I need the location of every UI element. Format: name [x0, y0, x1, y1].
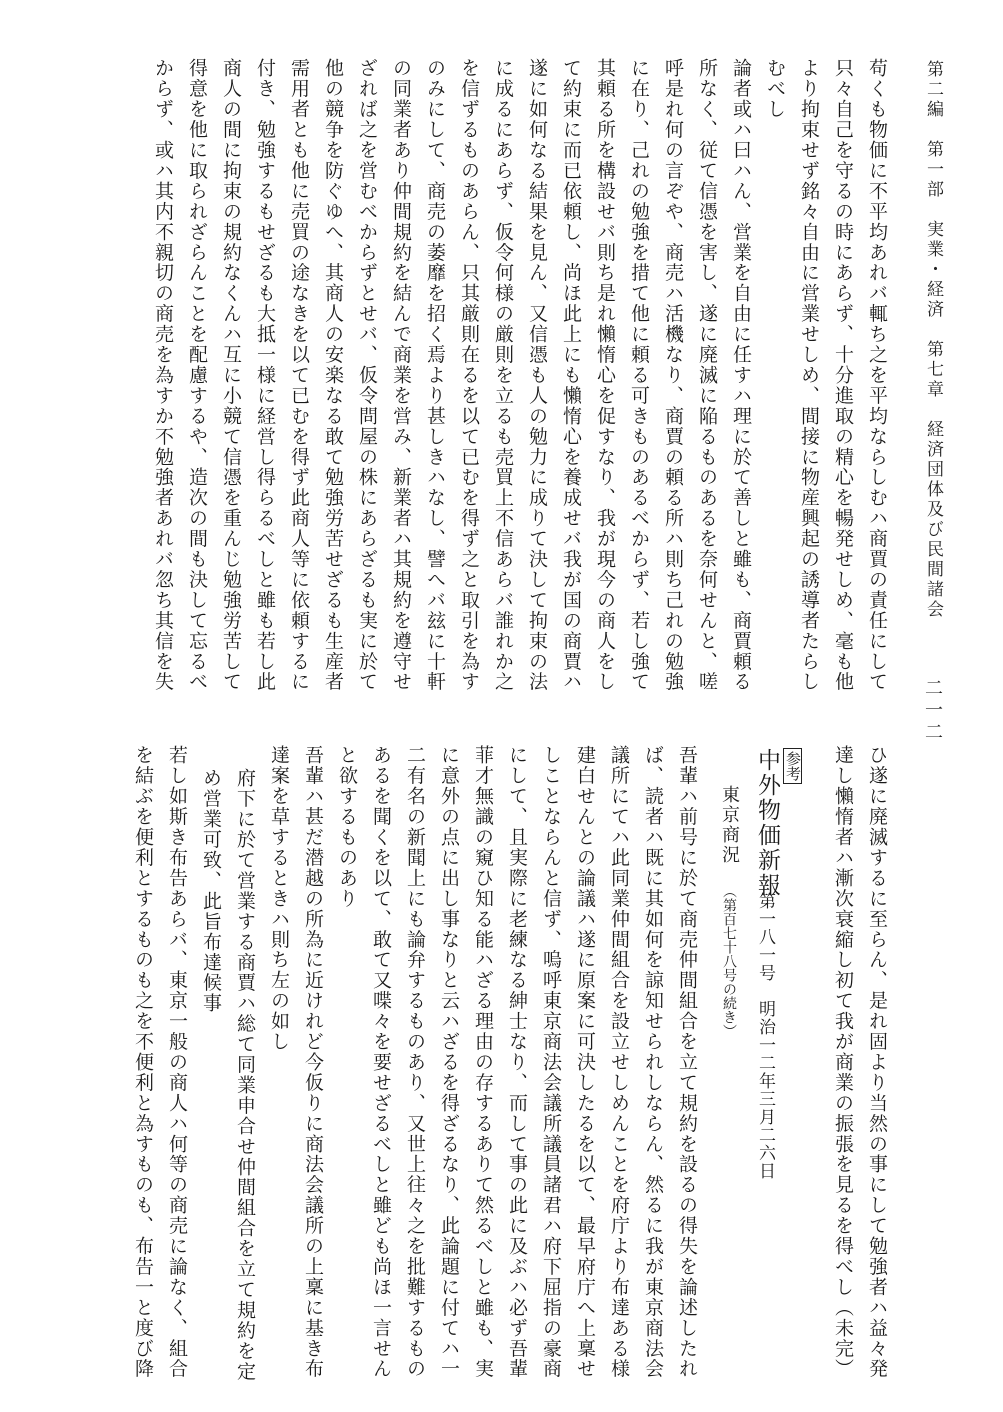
text-column: 需用者とも他に売買の途なきを以て已むを得ず此商人等に依頼するに: [288, 58, 310, 692]
text-column: 呼是れ何の言ぞや、商売ハ活機なり、商賈の頼る所ハ則ち己れの勉強: [662, 58, 684, 692]
text-column: 達案を草するときハ則ち左の如し: [268, 745, 290, 1052]
text-column: 其頼る所を構設せバ則ち是れ懶惰心を促すなり、我が現今の商人をし: [594, 58, 616, 692]
reference-label: [783, 748, 802, 784]
text-column: ざれば之を営むべからずとせバ、仮令問屋の株にあらざるも実に於て: [356, 58, 378, 692]
text-column: 論者或ハ曰ハん、営業を自由に任すハ理に於て善しと雖も、商賈頼る: [730, 58, 752, 692]
text-column: にして、且実際に老練なる紳士なり、而して事の此に及ぶハ必ず吾輩: [506, 745, 528, 1379]
text-column: に在り、己れの勉強を措て他に頼る可きものあるべからず、若し強て: [628, 58, 650, 692]
text-column: 所なく、従て信憑を害し、遂に廃滅に陥るものあるを奈何せんと、嗟: [696, 58, 718, 692]
text-column: より拘束せず銘々自由に営業せしめ、間接に物産興起の誘導者たらし: [798, 58, 820, 692]
text-column: 菲才無識の窺ひ知る能ハざる理由の存するありて然るべしと雖も、実: [472, 745, 494, 1379]
section-title-main: 東京商況: [719, 785, 740, 865]
text-column: 遂に如何なる結果を見ん、又信憑も人の勉力に成りて決して拘束の法: [526, 58, 548, 692]
text-column: 商人の間に拘束の規約なくんハ互に小競て信憑を重んじ勉強労苦して: [220, 58, 242, 692]
text-column: 他の競争を防ぐゆへ、其商人の安楽なる敢て勉強労苦せざるも生産者: [322, 58, 344, 692]
text-column: あるを聞くを以て、敢て又喋々を要せざるべしと雖ども尚ほ一言せん: [370, 745, 392, 1379]
page-number: 二一二: [922, 678, 943, 744]
text-column: に成るにあらず、仮令何様の厳則を立るも売買上不信あらバ誰れか之: [492, 58, 514, 692]
text-column: 得意を他に取られざらんことを配慮するや、造次の間も決して忘るべ: [186, 58, 208, 692]
quoted-notice-column: め営業可致、此旨布達候事: [200, 768, 222, 1014]
text-column: からず、或ハ其内不親切の商売を為すか不勉強者あれバ忽ち其信を失: [152, 58, 174, 692]
text-column: を信ずるものあらん、只其厳則在るを以て已むを得ず之と取引を為す: [458, 58, 480, 692]
text-column: 苟くも物価に不平均あれバ輒ち之を平均ならしむハ商賈の責任にして: [866, 58, 888, 692]
section-title-note: （第百七十八号の続き）: [721, 884, 737, 1038]
text-column: 建白せんとの論議ハ遂に原案に可決したるを以て、最早府庁へ上稟せ: [574, 745, 596, 1379]
text-column: 吾輩ハ前号に於て商売仲間組合を立て規約を設るの得失を論述したれ: [676, 745, 698, 1379]
text-column: のみにして、商売の萎靡を招く焉より甚しきハなし、譬へバ玆に十軒: [424, 58, 446, 692]
text-column: 吾輩ハ甚だ潜越の所為に近けれど今仮りに商法会議所の上稟に基き布: [302, 745, 324, 1379]
text-column: 達し懶惰者ハ漸次衰縮し初て我が商業の振張を見るを得べし（未完）: [832, 745, 854, 1379]
text-column: 二有名の新聞上にも論弁するものあり、又世上往々之を批難するもの: [404, 745, 426, 1379]
text-column: て約束に而已依頼し、尚ほ此上にも懶惰心を養成せバ我が国の商賈ハ: [560, 58, 582, 692]
text-column: むべし: [764, 58, 786, 120]
newspaper-issue: 第一八一号 明治一二年三月二六日: [755, 892, 775, 1180]
text-column: 付き、勉強するもせざるも大抵一様に経営し得らるべしと雖も若し此: [254, 58, 276, 692]
text-column: と欲するものあり: [336, 745, 358, 909]
reference-label-text: 参考: [784, 751, 802, 781]
text-column: の同業者あり仲間規約を結んで商業を営み、新業者ハ其規約を遵守せ: [390, 58, 412, 692]
text-column: を結ぶを便利とするものも之を不便利と為すものも、布告一と度び降: [132, 745, 154, 1379]
newspaper-header: [755, 748, 778, 898]
newspaper-name: 中外物価新報: [754, 748, 780, 898]
text-column: 議所にてハ此同業仲間組合を設立せしめんことを府庁より布達ある様: [608, 745, 630, 1379]
text-column: ひ遂に廃滅するに至らん、是れ固より当然の事にして勉強者ハ益々発: [866, 745, 888, 1379]
text-column: 若し如斯き布告あらバ、東京一般の商人ハ何等の商売に論なく、組合: [166, 745, 188, 1379]
text-column: 只々自己を守るの時にあらず、十分進取の精心を暢発せしめ、毫も他: [832, 58, 854, 692]
running-head: 第二編 第一部 実業・経済 第七章 経済団体及び民間諸会: [923, 60, 943, 620]
text-column: しことならんと信ず、嗚呼東京商法会議所議員諸君ハ府下屈指の豪商: [540, 745, 562, 1379]
section-title: [720, 785, 738, 1038]
text-column: ば、読者ハ既に其如何を諒知せられしならん、然るに我が東京商法会: [642, 745, 664, 1379]
quoted-notice-column: 府下に於て営業する商賈ハ総て同業申合せ仲間組合を立て規約を定: [234, 768, 256, 1382]
text-column: に意外の点に出し事なりと云ハざるを得ざるなり、此論題に付てハ一: [438, 745, 460, 1379]
